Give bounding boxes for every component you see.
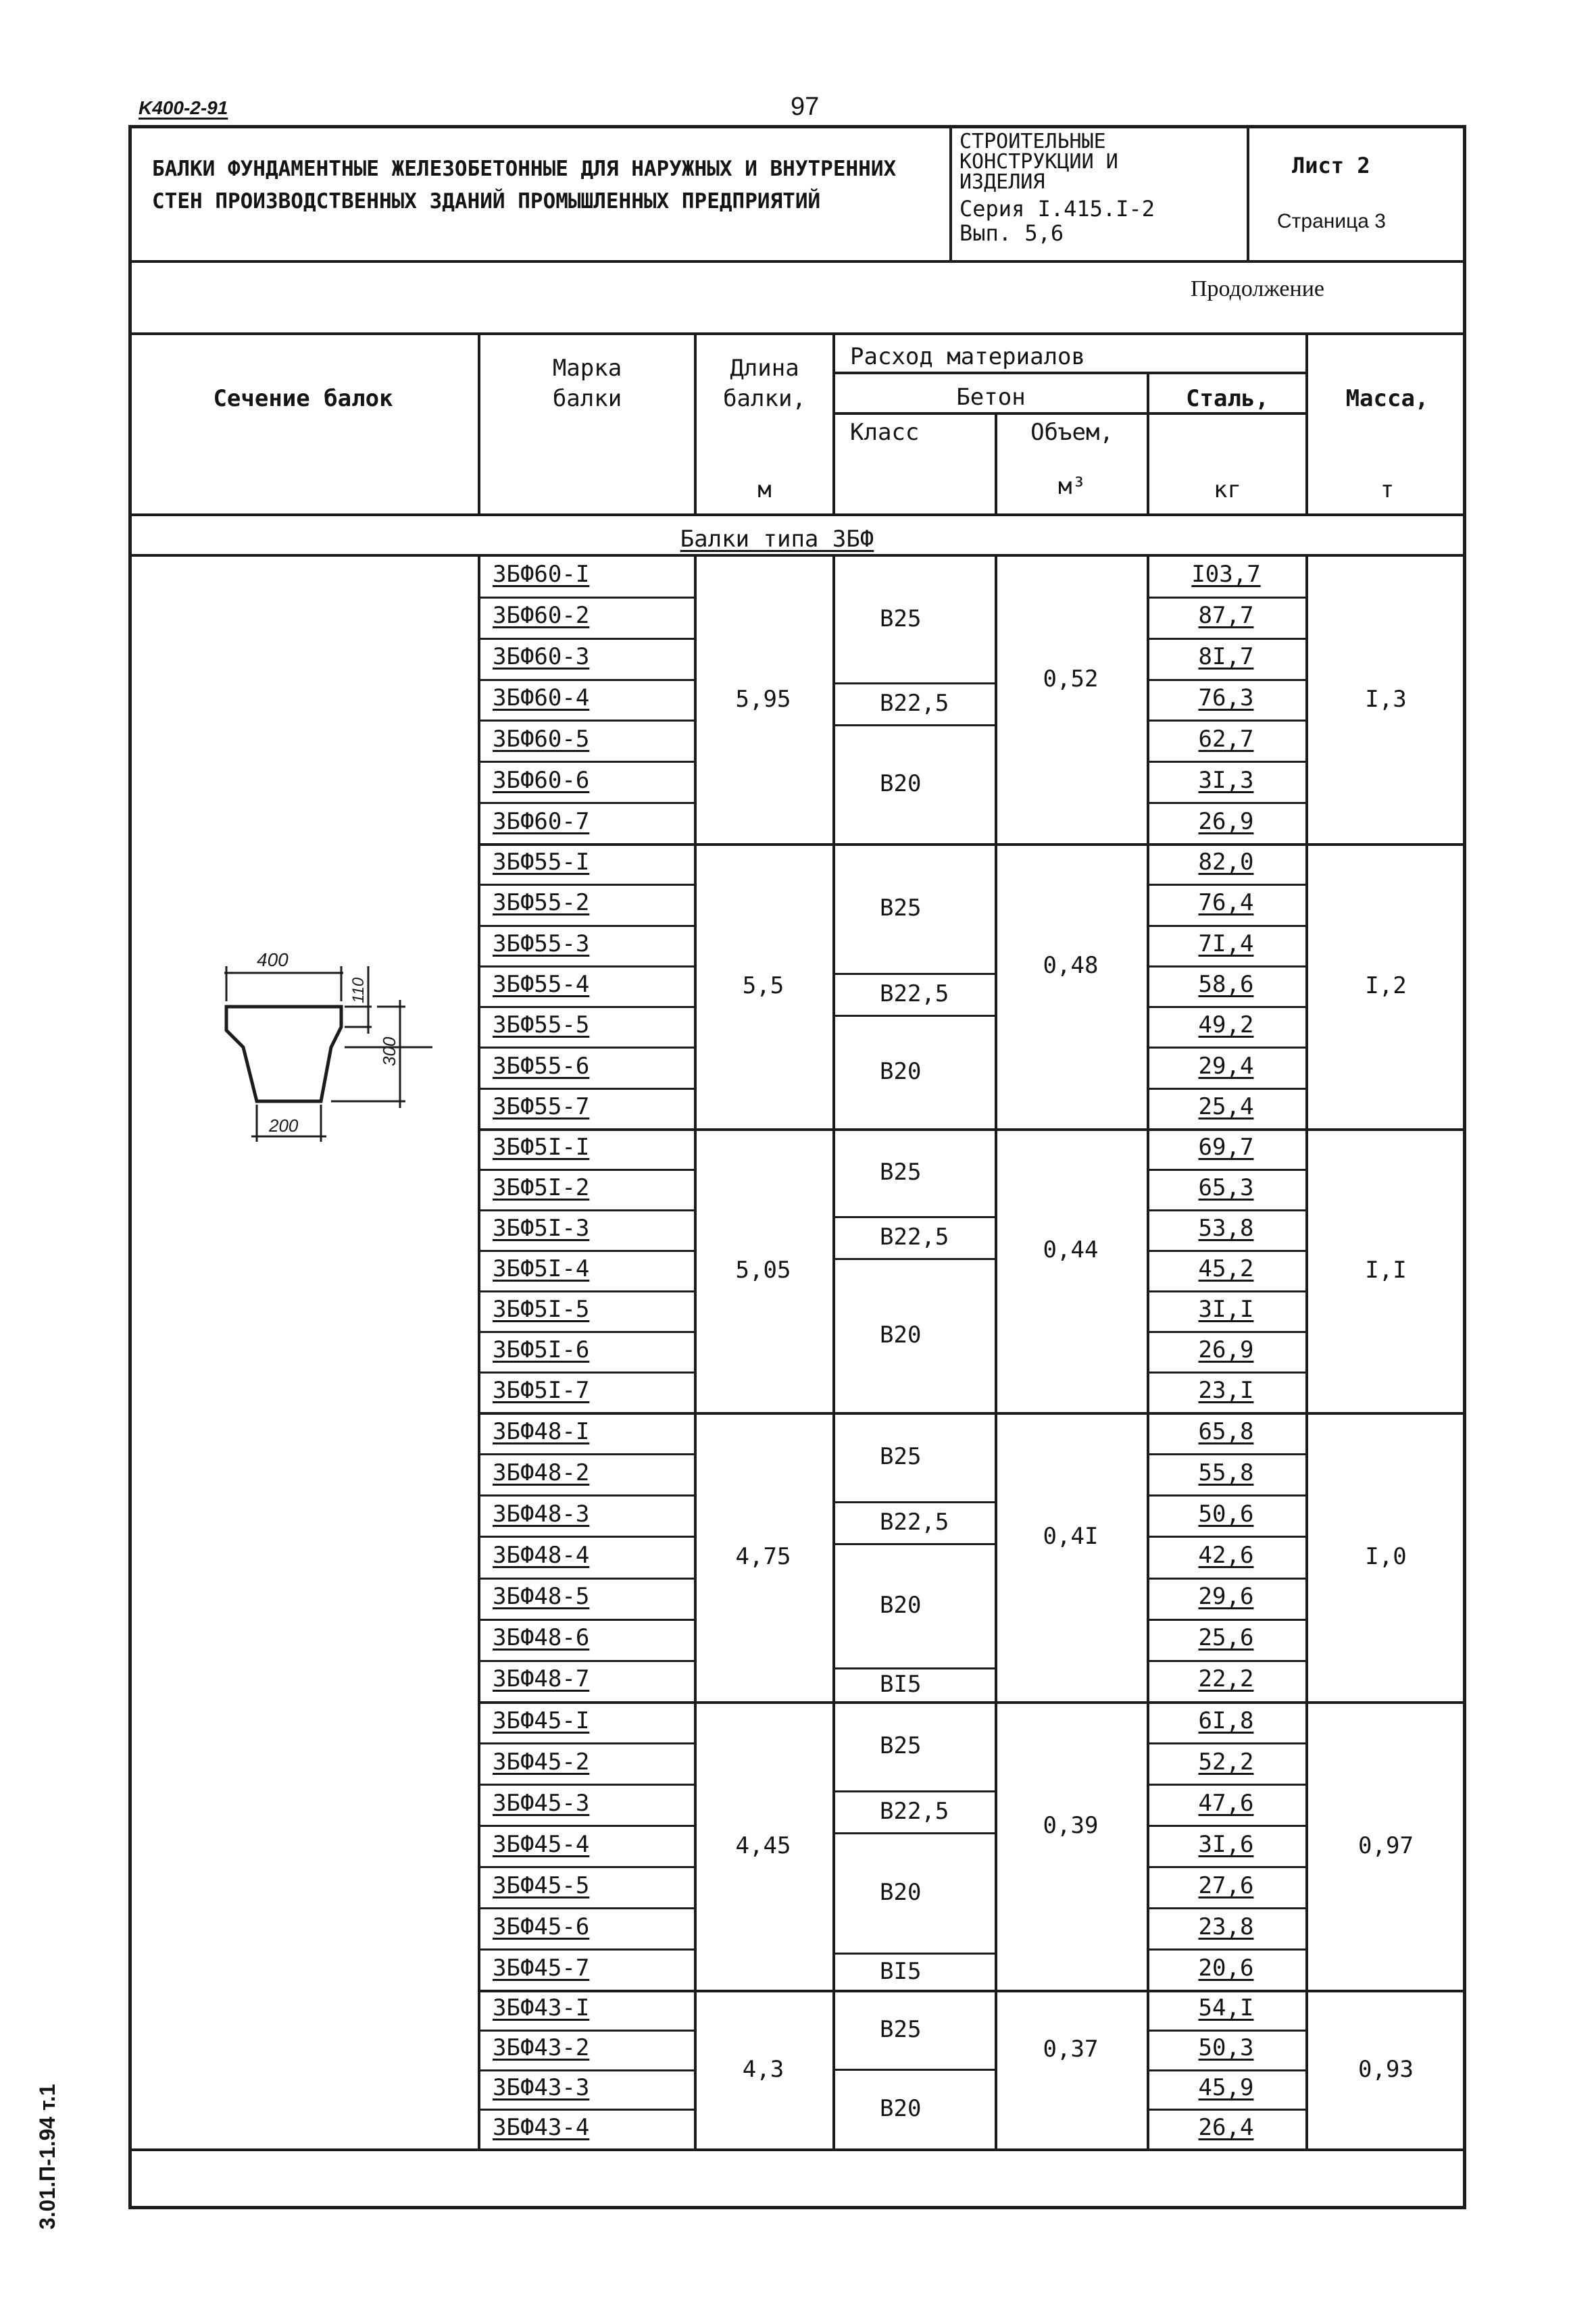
row-line-mark xyxy=(478,1494,694,1496)
body-col-line xyxy=(995,555,997,2150)
beam-mark: 3БФ55-6 xyxy=(493,1052,590,1080)
header-bottom-line xyxy=(128,260,1466,263)
beam-mass: 0,93 xyxy=(1358,2055,1414,2083)
steel-value: 26,4 xyxy=(1198,2113,1254,2141)
beam-mass: I,I xyxy=(1365,1257,1407,1284)
row-line-steel xyxy=(1147,761,1305,763)
beam-mark: 3БФ60-2 xyxy=(493,602,590,630)
dim-top-label: 400 xyxy=(257,949,289,970)
steel-value: 45,2 xyxy=(1198,1255,1254,1282)
beam-mark: 3БФ43-I xyxy=(493,1994,590,2022)
steel-value: 23,8 xyxy=(1198,1913,1254,1940)
beam-mark: 3БФ60-I xyxy=(493,561,590,588)
row-line-steel xyxy=(1147,1866,1305,1868)
row-line-mark xyxy=(478,884,694,886)
row-line-steel xyxy=(1147,1536,1305,1538)
row-line-mark xyxy=(478,1578,694,1580)
row-line-mark xyxy=(478,1536,694,1538)
steel-value: 8I,7 xyxy=(1198,643,1254,671)
concrete-class: B25 xyxy=(880,605,922,632)
group-separator xyxy=(478,1701,1466,1704)
col-header-volume-unit: м³ xyxy=(1058,473,1086,500)
col-header-length-2: балки, xyxy=(723,385,806,412)
row-line-class xyxy=(832,1667,995,1669)
materials-underline xyxy=(832,372,1305,374)
beam-section-drawing xyxy=(203,939,446,1162)
beam-mark: 3БФ43-2 xyxy=(493,2034,590,2062)
beam-mark: 3БФ48-2 xyxy=(493,1459,590,1486)
row-line-steel xyxy=(1147,925,1305,927)
row-line-steel xyxy=(1147,802,1305,804)
steel-value: 82,0 xyxy=(1198,849,1254,876)
beam-mass: I,3 xyxy=(1365,686,1407,713)
steel-value: 29,4 xyxy=(1198,1052,1254,1080)
row-line-mark xyxy=(478,1250,694,1252)
steel-value: 26,9 xyxy=(1198,807,1254,835)
steel-value: 50,3 xyxy=(1198,2034,1254,2062)
concrete-class: B22,5 xyxy=(880,690,949,717)
beam-mark: 3БФ55-I xyxy=(493,849,590,876)
row-line-steel xyxy=(1147,1784,1305,1786)
page-label: Страница 3 xyxy=(1277,210,1386,232)
steel-value: 26,9 xyxy=(1198,1336,1254,1363)
row-line-mark xyxy=(478,2069,694,2071)
beam-length: 5,05 xyxy=(735,1257,791,1284)
concrete-volume: 0,48 xyxy=(1043,952,1099,979)
col-header-concrete: Бетон xyxy=(956,384,1026,411)
beam-mass: 0,97 xyxy=(1358,1832,1414,1859)
group-separator xyxy=(478,1990,1466,1992)
series-line1: СТРОИТЕЛЬНЫЕ xyxy=(959,130,1106,153)
row-line-steel xyxy=(1147,2030,1305,2032)
steel-value: 25,4 xyxy=(1198,1092,1254,1120)
steel-value: 47,6 xyxy=(1198,1789,1254,1817)
beam-mark: 3БФ45-5 xyxy=(493,1871,590,1899)
sheet-number: Лист 2 xyxy=(1292,153,1370,178)
beam-mark: 3БФ60-7 xyxy=(493,807,590,835)
row-line-class xyxy=(832,2069,995,2071)
steel-value: 3I,3 xyxy=(1198,766,1254,794)
concrete-class: B20 xyxy=(880,2095,922,2122)
beam-mark: 3БФ55-7 xyxy=(493,1092,590,1120)
steel-value: 3I,6 xyxy=(1198,1830,1254,1858)
row-line-steel xyxy=(1147,1619,1305,1621)
beam-mark: 3БФ48-3 xyxy=(493,1500,590,1528)
concrete-class: B20 xyxy=(880,770,922,797)
row-line-class xyxy=(832,1501,995,1503)
col-line-class xyxy=(832,332,835,515)
row-line-mark xyxy=(478,2030,694,2032)
row-line-mark xyxy=(478,2109,694,2111)
row-line-steel xyxy=(1147,2069,1305,2071)
type-label-line xyxy=(128,554,1466,557)
beam-mark: 3БФ5I-4 xyxy=(493,1255,590,1282)
row-line-mark xyxy=(478,1331,694,1333)
dim-height-label: 300 xyxy=(379,1036,399,1066)
row-line-mark xyxy=(478,1825,694,1827)
beam-length: 4,75 xyxy=(735,1543,791,1570)
steel-value: I03,7 xyxy=(1191,561,1261,588)
header-divider-1 xyxy=(949,125,952,261)
steel-value: 52,2 xyxy=(1198,1748,1254,1776)
row-line-mark xyxy=(478,1660,694,1662)
beam-mark: 3БФ55-2 xyxy=(493,889,590,917)
concrete-volume: 0,39 xyxy=(1043,1811,1099,1839)
series-line2: КОНСТРУКЦИИ И xyxy=(959,150,1118,174)
beam-mark: 3БФ5I-I xyxy=(493,1134,590,1161)
col-header-mark-2: балки xyxy=(552,385,622,412)
beam-mark: 3БФ48-7 xyxy=(493,1665,590,1693)
concrete-volume: 0,4I xyxy=(1043,1523,1099,1550)
steel-value: 45,9 xyxy=(1198,2073,1254,2101)
concrete-class: B22,5 xyxy=(880,980,949,1007)
concrete-class: B25 xyxy=(880,1159,922,1186)
steel-value: 65,3 xyxy=(1198,1174,1254,1201)
row-line-mark xyxy=(478,638,694,640)
concrete-class: B25 xyxy=(880,1732,922,1759)
table-top-line xyxy=(128,332,1466,335)
beam-mark: 3БФ60-6 xyxy=(493,766,590,794)
steel-value: 22,2 xyxy=(1198,1665,1254,1693)
dim-bottom-label: 200 xyxy=(269,1115,299,1136)
row-line-steel xyxy=(1147,1907,1305,1909)
steel-value: 42,6 xyxy=(1198,1542,1254,1569)
document-code: K400-2-91 xyxy=(139,97,228,118)
row-line-mark xyxy=(478,1866,694,1868)
row-line-mark xyxy=(478,720,694,722)
concrete-underline xyxy=(832,412,1305,415)
row-line-steel xyxy=(1147,1825,1305,1827)
body-col-line xyxy=(1305,555,1308,2150)
doc-title-line2: СТЕН ПРОИЗВОДСТВЕННЫХ ЗДАНИЙ ПРОМЫШЛЕННЫХ ПРЕДПРИЯТИЙ xyxy=(152,189,821,213)
beam-mark: 3БФ5I-5 xyxy=(493,1296,590,1323)
row-line-steel xyxy=(1147,1006,1305,1008)
col-header-mark-1: Марка xyxy=(552,355,622,382)
row-line-steel xyxy=(1147,965,1305,967)
steel-value: 58,6 xyxy=(1198,971,1254,998)
row-line-class xyxy=(832,724,995,726)
beam-mark: 3БФ60-5 xyxy=(493,725,590,753)
row-line-mark xyxy=(478,1742,694,1744)
row-line-mark xyxy=(478,965,694,967)
row-line-class xyxy=(832,1543,995,1545)
concrete-class: B22,5 xyxy=(880,1798,949,1825)
row-line-steel xyxy=(1147,884,1305,886)
beam-mark: 3БФ43-3 xyxy=(493,2073,590,2101)
steel-value: 27,6 xyxy=(1198,1871,1254,1899)
steel-value: 69,7 xyxy=(1198,1134,1254,1161)
doc-title-line1: БАЛКИ ФУНДАМЕНТНЫЕ ЖЕЛЕЗОБЕТОННЫЕ ДЛЯ НАРУЖНЫХ И ВНУТРЕННИХ xyxy=(152,157,897,181)
concrete-class: B22,5 xyxy=(880,1509,949,1536)
concrete-class: B20 xyxy=(880,1322,922,1349)
col-header-steel: Сталь, xyxy=(1186,385,1269,412)
beam-mark: 3БФ55-4 xyxy=(493,971,590,998)
steel-value: 62,7 xyxy=(1198,725,1254,753)
row-line-mark xyxy=(478,1047,694,1049)
row-line-mark xyxy=(478,1784,694,1786)
row-line-steel xyxy=(1147,638,1305,640)
beam-section-outline xyxy=(226,1007,341,1101)
row-line-class xyxy=(832,1015,995,1017)
row-line-mark xyxy=(478,802,694,804)
col-header-mass: Масса, xyxy=(1345,385,1429,412)
series-line3: ИЗДЕЛИЯ xyxy=(959,170,1045,194)
beam-mark: 3БФ55-5 xyxy=(493,1011,590,1039)
dim-flange-label: 110 xyxy=(349,977,368,1003)
row-line-steel xyxy=(1147,1331,1305,1333)
row-line-mark xyxy=(478,761,694,763)
row-line-mark xyxy=(478,679,694,681)
steel-value: 49,2 xyxy=(1198,1011,1254,1039)
col-header-class: Класс xyxy=(850,419,920,446)
body-col-line xyxy=(832,555,835,2150)
beam-mark: 3БФ43-4 xyxy=(493,2113,590,2141)
steel-value: 23,I xyxy=(1198,1377,1254,1404)
concrete-class: B20 xyxy=(880,1879,922,1906)
steel-value: 25,6 xyxy=(1198,1624,1254,1652)
col-header-section: Сечение балок xyxy=(213,385,393,412)
series-number: Серия I.415.I-2 xyxy=(959,196,1155,222)
row-line-steel xyxy=(1147,2109,1305,2111)
row-line-steel xyxy=(1147,1088,1305,1090)
body-col-line xyxy=(694,555,697,2150)
row-line-class xyxy=(832,1832,995,1834)
row-line-mark xyxy=(478,1948,694,1951)
steel-value: 7I,4 xyxy=(1198,930,1254,957)
beam-mark: 3БФ45-4 xyxy=(493,1830,590,1858)
row-line-mark xyxy=(478,1907,694,1909)
beam-mass: I,0 xyxy=(1365,1543,1407,1570)
beam-mark: 3БФ48-4 xyxy=(493,1542,590,1569)
concrete-class: B25 xyxy=(880,895,922,922)
header-divider-2 xyxy=(1247,125,1249,261)
steel-value: 55,8 xyxy=(1198,1459,1254,1486)
row-line-mark xyxy=(478,1006,694,1008)
page-number: 97 xyxy=(791,93,820,121)
beam-length: 5,95 xyxy=(735,686,791,713)
concrete-volume: 0,52 xyxy=(1043,665,1099,693)
row-line-steel xyxy=(1147,1290,1305,1292)
row-line-mark xyxy=(478,597,694,599)
row-line-mark xyxy=(478,1209,694,1211)
concrete-class: B25 xyxy=(880,2015,922,2043)
beam-mark: 3БФ5I-2 xyxy=(493,1174,590,1201)
steel-value: 50,6 xyxy=(1198,1500,1254,1528)
row-line-steel xyxy=(1147,1948,1305,1951)
row-line-mark xyxy=(478,1453,694,1455)
concrete-class: BI5 xyxy=(880,1957,922,1985)
concrete-class: BI5 xyxy=(880,1671,922,1698)
side-code: 3.01.П-1.94 т.1 xyxy=(35,2084,59,2230)
table-bottom-line xyxy=(128,2148,1466,2151)
row-line-steel xyxy=(1147,1209,1305,1211)
row-line-class xyxy=(832,973,995,975)
row-line-steel xyxy=(1147,1578,1305,1580)
steel-value: 87,7 xyxy=(1198,602,1254,630)
steel-value: 65,8 xyxy=(1198,1417,1254,1445)
row-line-mark xyxy=(478,1088,694,1090)
row-line-steel xyxy=(1147,1047,1305,1049)
beam-mark: 3БФ60-4 xyxy=(493,684,590,711)
row-line-steel xyxy=(1147,1453,1305,1455)
col-header-length-unit: м xyxy=(757,476,772,503)
beam-mark: 3БФ45-7 xyxy=(493,1954,590,1982)
row-line-steel xyxy=(1147,1372,1305,1374)
concrete-class: B25 xyxy=(880,1443,922,1470)
beam-mark: 3БФ5I-7 xyxy=(493,1377,590,1404)
steel-value: 29,6 xyxy=(1198,1583,1254,1611)
body-col-line xyxy=(478,555,480,2150)
row-line-class xyxy=(832,1216,995,1218)
steel-value: 53,8 xyxy=(1198,1215,1254,1242)
col-header-mass-unit: т xyxy=(1380,476,1395,503)
beam-mass: I,2 xyxy=(1365,972,1407,999)
row-line-steel xyxy=(1147,1742,1305,1744)
row-line-mark xyxy=(478,1372,694,1374)
group-separator xyxy=(478,1128,1466,1131)
beam-mark: 3БФ45-6 xyxy=(493,1913,590,1940)
concrete-class: B22,5 xyxy=(880,1224,949,1251)
beam-mark: 3БФ5I-6 xyxy=(493,1336,590,1363)
row-line-steel xyxy=(1147,1660,1305,1662)
row-line-mark xyxy=(478,925,694,927)
steel-value: 76,4 xyxy=(1198,889,1254,917)
beam-mark: 3БФ48-6 xyxy=(493,1624,590,1652)
row-line-steel xyxy=(1147,597,1305,599)
row-line-mark xyxy=(478,1169,694,1171)
beam-length: 4,45 xyxy=(735,1832,791,1859)
concrete-volume: 0,37 xyxy=(1043,2035,1099,2063)
beam-mark: 3БФ60-3 xyxy=(493,643,590,671)
steel-value: 3I,I xyxy=(1198,1296,1254,1323)
concrete-class: B20 xyxy=(880,1058,922,1085)
beam-mark: 3БФ55-3 xyxy=(493,930,590,957)
series-issue: Вып. 5,6 xyxy=(959,220,1064,246)
table-head-bottom xyxy=(128,513,1466,516)
row-line-steel xyxy=(1147,679,1305,681)
beam-length: 5,5 xyxy=(742,972,784,999)
beam-mark: 3БФ45-2 xyxy=(493,1748,590,1776)
col-header-steel-unit: кг xyxy=(1214,476,1241,503)
steel-value: 54,I xyxy=(1198,1994,1254,2022)
beam-length: 4,3 xyxy=(742,2055,784,2083)
row-line-class xyxy=(832,1953,995,1955)
row-line-mark xyxy=(478,1290,694,1292)
concrete-volume: 0,44 xyxy=(1043,1236,1099,1263)
row-line-mark xyxy=(478,1619,694,1621)
row-line-steel xyxy=(1147,1494,1305,1496)
col-header-volume: Объем, xyxy=(1030,419,1114,446)
row-line-steel xyxy=(1147,1169,1305,1171)
steel-value: 6I,8 xyxy=(1198,1707,1254,1734)
beam-mark: 3БФ5I-3 xyxy=(493,1215,590,1242)
col-header-length-1: Длина xyxy=(730,355,799,382)
concrete-class: B20 xyxy=(880,1592,922,1619)
group-separator xyxy=(478,843,1466,846)
beam-mark: 3БФ45-I xyxy=(493,1707,590,1734)
continuation-label: Продолжение xyxy=(1191,276,1325,301)
col-header-materials: Расход материалов xyxy=(850,343,1085,370)
steel-value: 20,6 xyxy=(1198,1954,1254,1982)
beam-mark: 3БФ48-I xyxy=(493,1417,590,1445)
beam-mark: 3БФ48-5 xyxy=(493,1583,590,1611)
row-line-class xyxy=(832,1258,995,1260)
row-line-class xyxy=(832,1790,995,1792)
row-line-class xyxy=(832,682,995,684)
row-line-steel xyxy=(1147,1250,1305,1252)
row-line-steel xyxy=(1147,720,1305,722)
group-separator xyxy=(478,1412,1466,1415)
beam-mark: 3БФ45-3 xyxy=(493,1789,590,1817)
beam-type-label: Балки типа 3БФ xyxy=(680,526,874,553)
steel-value: 76,3 xyxy=(1198,684,1254,711)
